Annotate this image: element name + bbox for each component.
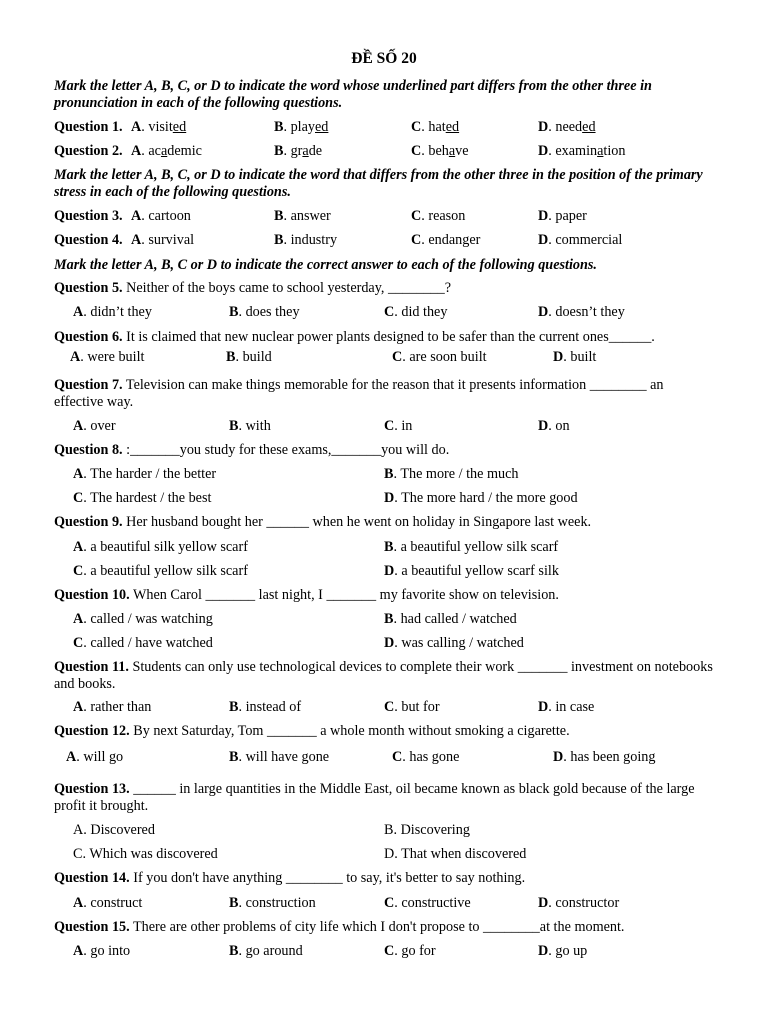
question-14 [54,870,525,887]
underlined-part: a [597,143,604,159]
option-letter: C [411,143,422,159]
option-letter: D [538,119,549,135]
option-letter: B [229,304,239,320]
option-d[interactable]: D. needed [538,119,596,135]
question-label: Question 7 [54,377,120,393]
option-text: a beautiful yellow silk scarf [90,563,248,579]
option-c[interactable]: C. are soon built [392,349,487,365]
option-d[interactable]: D. built [553,349,597,365]
option-a[interactable]: A. academic [131,143,202,159]
option-letter: B [274,143,284,159]
option-text: visit [148,119,173,135]
option-a[interactable]: A. over [73,418,116,434]
option-b[interactable]: B. had called / watched [384,611,517,627]
question-stem: Her husband bought her ______ when he went on holiday in Singapore last week. [126,514,592,530]
option-text: instead of [245,699,302,715]
option-c[interactable]: C. reason [411,208,466,224]
question-label-dot: . [125,659,129,675]
option-a[interactable]: A. were built [70,349,145,365]
option-text: rather than [90,699,152,715]
option-letter: D [538,699,549,715]
question-10 [54,587,559,604]
option-letter: A [73,539,84,555]
option-text: The harder / the better [90,466,217,482]
option-letter: D [538,304,549,320]
question-label: Question 11 [54,659,126,675]
option-letter: C [384,304,395,320]
option-c[interactable]: C. in [384,418,413,434]
option-c[interactable]: C. Which was discovered [73,846,218,862]
option-letter: B [384,539,394,555]
instruction-stress: Mark the letter A, B, C, or D to indicate the word that differs from the other three in the position of the primary stress in each of the following questions. [54,167,703,201]
option-letter: C [384,895,395,911]
option-letter: D [384,563,395,579]
question-label: Question 1 [54,119,120,135]
option-text: examin [555,143,598,159]
option-c[interactable]: C. called / have watched [73,635,213,651]
question-label: Question 12 [54,723,127,739]
option-d[interactable]: D. on [538,418,570,434]
question-label-dot: . [126,919,130,935]
option-a[interactable]: A. visited [131,119,187,135]
option-letter: C [73,846,83,862]
option-c[interactable]: C. The hardest / the best [73,490,212,506]
option-letter: D [384,846,395,862]
option-letter: D [538,943,549,959]
option-text: a beautiful yellow silk scarf [400,539,559,555]
instruction-grammar: Mark the letter A, B, C or D to indicate the correct answer to each of the following questions. [54,257,597,273]
option-b[interactable]: B. instead of [229,699,302,715]
option-text: Which was discovered [89,846,218,862]
question-label-dot: . [126,723,130,739]
option-text: need [555,119,583,135]
question-stem: Television can make things memorable for the reason that it presents information ________ an effective way. [54,377,664,411]
question-label: Question 9 [54,514,120,530]
option-text: on [555,418,570,434]
option-text: gr [290,143,303,159]
option-letter: C [73,563,84,579]
option-letter: D [553,349,564,365]
option-b[interactable]: B. industry [274,232,338,248]
question-6 [54,329,655,346]
question-label-dot: . [119,208,123,224]
option-text: with [245,418,271,434]
option-text: in [401,418,413,434]
question-label-dot: . [119,119,123,135]
option-text: ve [455,143,469,159]
option-text: does they [245,304,300,320]
option-letter: D [538,232,549,248]
option-b[interactable]: B. with [229,418,271,434]
option-b[interactable]: B. answer [274,208,331,224]
option-letter: C [392,349,403,365]
instruction-pronunciation: Mark the letter A, B, C, or D to indicate the word whose underlined part differs from the other three in pronunciation in each of the following questions. [54,78,652,112]
option-letter: A [131,143,142,159]
option-a[interactable]: A. called / was watching [73,611,213,627]
option-c[interactable]: C. did they [384,304,448,320]
option-d[interactable]: D. That when discovered [384,846,527,862]
option-text: tion [603,143,626,159]
question-label-dot: . [119,143,123,159]
option-text: constructive [401,895,471,911]
option-a[interactable]: A. will go [66,749,124,765]
option-c[interactable]: C. a beautiful yellow silk scarf [73,563,248,579]
option-text: That when discovered [401,846,527,862]
option-letter: A [73,699,84,715]
option-text: ac [148,143,161,159]
option-text: over [90,418,116,434]
option-letter: A [131,208,142,224]
option-c[interactable]: C. hated [411,119,460,135]
option-text: de [308,143,323,159]
option-a[interactable]: A. a beautiful silk yellow scarf [73,539,248,555]
option-a[interactable]: A. Discovered [73,822,155,838]
question-label: Question 5 [54,280,120,296]
option-letter: B [274,232,284,248]
option-text: didn’t they [90,304,152,320]
option-letter: A [131,119,142,135]
underlined-part: ed [172,119,187,135]
question-label-dot: . [119,442,123,458]
option-letter: D [538,143,549,159]
option-b[interactable]: B. will have gone [229,749,330,765]
option-d[interactable]: D. in case [538,699,595,715]
question-label: Question 10 [54,587,127,603]
option-letter: A [70,349,81,365]
question-label-dot: . [119,377,123,393]
option-letter: C [384,418,395,434]
option-letter: B [274,208,284,224]
option-d[interactable]: D. examination [538,143,626,159]
question-12 [54,723,570,740]
question-label: Question 8 [54,442,120,458]
option-text: endanger [428,232,481,248]
option-text: construction [245,895,316,911]
option-letter: A [66,749,77,765]
option-letter: B [384,466,394,482]
option-letter: A [73,466,84,482]
question-9 [54,514,591,531]
question-stem: If you don't have anything ________ to say, it's better to say nothing. [133,870,526,886]
option-text: commercial [555,232,623,248]
option-text: demic [167,143,202,159]
question-stem: Students can only use technological devices to complete their work _______ investment on notebooks and books. [54,659,713,693]
underlined-part: a [302,143,309,159]
option-text: go up [555,943,588,959]
question-label: Question 6 [54,329,120,345]
question-stem: By next Saturday, Tom _______ a whole month without smoking a cigarette. [133,723,570,739]
question-label: Question 13 [54,781,127,797]
option-d[interactable]: D. paper [538,208,587,224]
option-letter: C [411,119,422,135]
option-text: Discovered [90,822,155,838]
option-text: are soon built [409,349,487,365]
option-letter: D [553,749,564,765]
option-b[interactable]: B. a beautiful yellow silk scarf [384,539,559,555]
underlined-part: ed [445,119,460,135]
page-title: ĐỀ SỐ 20 [351,50,417,67]
option-b[interactable]: B. grade [274,143,323,159]
option-text: doesn’t they [555,304,625,320]
question-stem: When Carol _______ last night, I _______ my favorite show on television. [132,587,559,603]
option-letter: C [73,490,84,506]
option-a[interactable]: A. survival [131,232,195,248]
option-d[interactable]: D. has been going [553,749,656,765]
option-text: survival [148,232,195,248]
option-letter: B [229,895,239,911]
option-text: called / have watched [90,635,213,651]
question-15 [54,919,624,936]
question-8 [54,442,449,459]
question-stem: There are other problems of city life which I don't propose to ________at the moment. [132,919,625,935]
option-text: but for [401,699,440,715]
question-3 [54,208,123,225]
underlined-part: a [160,143,168,159]
option-text: a beautiful yellow scarf silk [401,563,559,579]
option-d[interactable]: D. was calling / watched [384,635,524,651]
option-text: go for [401,943,436,959]
question-label-dot: . [126,587,130,603]
option-b[interactable]: B. Discovering [384,822,470,838]
option-b[interactable]: B. does they [229,304,300,320]
option-b[interactable]: B. construction [229,895,316,911]
option-a[interactable]: A. go into [73,943,131,959]
option-letter: A [73,304,84,320]
option-letter: D [538,895,549,911]
option-text: had called / watched [400,611,517,627]
option-text: will go [83,749,124,765]
option-text: constructor [555,895,620,911]
option-text: answer [290,208,331,224]
option-letter: A [73,611,84,627]
option-letter: D [538,208,549,224]
option-text: called / was watching [90,611,213,627]
question-label: Question 2 [54,143,120,159]
option-text: has been going [570,749,656,765]
option-letter: D [538,418,549,434]
option-text: go into [90,943,131,959]
question-stem: It is claimed that new nuclear power plants designed to be safer than the current ones______. [126,329,655,345]
option-text: construct [90,895,143,911]
option-a[interactable]: A. didn’t they [73,304,152,320]
option-letter: C [384,943,395,959]
option-a[interactable]: A. The harder / the better [73,466,217,482]
question-7 [54,377,714,411]
question-stem: ______ in large quantities in the Middle East, oil became known as black gold because of the large profit it brought. [54,781,695,815]
option-letter: B [229,418,239,434]
option-b[interactable]: B. build [226,349,272,365]
option-text: will have gone [245,749,330,765]
question-5 [54,280,451,297]
option-text: were built [87,349,145,365]
question-label-dot: . [119,514,123,530]
option-text: built [570,349,597,365]
option-letter: B [229,749,239,765]
question-label-dot: . [119,232,123,248]
option-c[interactable]: C. behave [411,143,469,159]
option-text: paper [555,208,587,224]
option-letter: C [411,232,422,248]
option-text: The more / the much [400,466,519,482]
option-letter: B [226,349,236,365]
underlined-part: a [448,143,456,159]
question-label-dot: . [119,329,123,345]
question-2 [54,143,123,160]
option-c[interactable]: C. endanger [411,232,481,248]
option-letter: B [384,611,394,627]
option-d[interactable]: D. doesn’t they [538,304,625,320]
option-letter: A [73,822,84,838]
option-text: cartoon [148,208,191,224]
option-text: hat [428,119,446,135]
option-text: did they [401,304,448,320]
option-d[interactable]: D. go up [538,943,588,959]
question-4 [54,232,123,249]
option-letter: A [73,895,84,911]
option-letter: A [131,232,142,248]
option-letter: A [73,418,84,434]
option-a[interactable]: A. construct [73,895,143,911]
option-c[interactable]: C. constructive [384,895,471,911]
option-text: The hardest / the best [90,490,212,506]
option-d[interactable]: D. The more hard / the more good [384,490,578,506]
option-text: Discovering [400,822,470,838]
option-d[interactable]: D. constructor [538,895,620,911]
option-letter: B [384,822,394,838]
option-letter: B [274,119,284,135]
option-c[interactable]: C. has gone [392,749,460,765]
option-letter: B [229,943,239,959]
option-text: has gone [409,749,460,765]
question-stem: Neither of the boys came to school yesterday, ________? [126,280,452,296]
option-text: beh [428,143,449,159]
underlined-part: ed [582,119,596,135]
option-c[interactable]: C. go for [384,943,436,959]
option-text: in case [555,699,595,715]
option-a[interactable]: A. cartoon [131,208,191,224]
question-label: Question 14 [54,870,127,886]
option-a[interactable]: A. rather than [73,699,152,715]
option-d[interactable]: D. a beautiful yellow scarf silk [384,563,559,579]
option-letter: D [384,635,395,651]
question-label: Question 3 [54,208,120,224]
option-letter: C [392,749,403,765]
question-11 [54,659,714,693]
option-text: was calling / watched [401,635,524,651]
option-text: The more hard / the more good [401,490,578,506]
option-text: reason [428,208,466,224]
option-text: industry [290,232,338,248]
option-letter: B [229,699,239,715]
underlined-part: ed [315,119,329,135]
option-text: build [242,349,272,365]
option-b[interactable]: B. The more / the much [384,466,519,482]
option-d[interactable]: D. commercial [538,232,623,248]
question-label: Question 15 [54,919,127,935]
question-1 [54,119,123,136]
option-letter: C [411,208,422,224]
option-b[interactable]: B. go around [229,943,303,959]
option-text: a beautiful silk yellow scarf [90,539,248,555]
question-stem: :_______you study for these exams,_______you will do. [126,442,450,458]
option-letter: A [73,943,84,959]
option-letter: C [384,699,395,715]
option-letter: C [73,635,84,651]
option-c[interactable]: C. but for [384,699,440,715]
question-13 [54,781,714,815]
question-label-dot: . [126,870,130,886]
question-label-dot: . [119,280,123,296]
question-label-dot: . [126,781,130,797]
option-b[interactable]: B. played [274,119,329,135]
option-text: go around [245,943,303,959]
option-letter: D [384,490,395,506]
option-text: play [290,119,315,135]
question-label: Question 4 [54,232,120,248]
